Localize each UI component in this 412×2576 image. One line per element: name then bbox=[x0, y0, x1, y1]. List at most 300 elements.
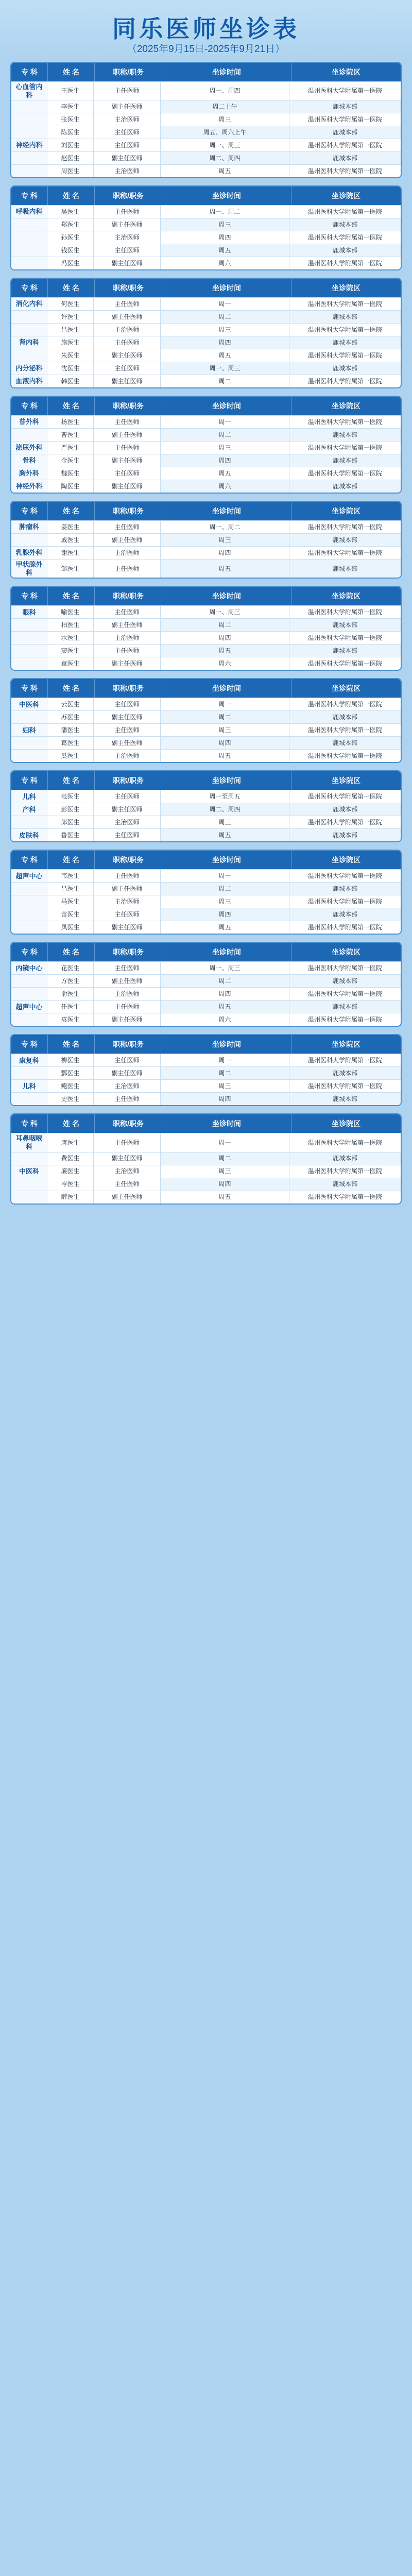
doctor-name-cell: 薛医生 bbox=[47, 1191, 94, 1204]
schedule-section bbox=[10, 850, 402, 935]
table-row bbox=[11, 869, 401, 882]
table-row bbox=[11, 1152, 401, 1165]
department-cell: 中医科 bbox=[11, 698, 47, 710]
doctor-name-cell: 范医生 bbox=[47, 790, 94, 803]
department-cell: 神经内科 bbox=[11, 139, 47, 151]
clinic-time-cell: 周六 bbox=[161, 1013, 289, 1026]
clinic-time-cell: 周五 bbox=[161, 349, 289, 362]
doctor-name-cell: 王医生 bbox=[47, 82, 94, 100]
doctor-name-cell: 柏医生 bbox=[47, 619, 94, 631]
doctor-title-cell: 副主任医师 bbox=[94, 152, 161, 164]
doctor-title-cell: 主任医师 bbox=[94, 606, 161, 618]
table-row bbox=[11, 1178, 401, 1191]
doctor-title-cell: 副主任医师 bbox=[94, 218, 161, 231]
department-cell bbox=[11, 257, 47, 269]
campus-cell: 温州医科大学附属第一医院 bbox=[307, 990, 382, 998]
table-row bbox=[11, 974, 401, 987]
clinic-time-cell: 周一、周三 bbox=[161, 606, 289, 618]
department-cell bbox=[11, 1067, 47, 1079]
department-cell bbox=[11, 750, 47, 762]
doctor-title-cell: 副主任医师 bbox=[94, 311, 161, 323]
campus-cell: 鹿城本部 bbox=[289, 1067, 401, 1079]
department-cell: 儿科 bbox=[11, 790, 47, 803]
department-cell: 妇科 bbox=[11, 724, 47, 736]
table-row bbox=[11, 349, 401, 362]
doctor-title-cell: 主任医师 bbox=[94, 1054, 161, 1066]
column-header: 姓 名 bbox=[48, 63, 95, 81]
department-cell bbox=[11, 349, 47, 362]
clinic-time-cell: 周一、周四 bbox=[161, 82, 289, 100]
column-header: 姓 名 bbox=[48, 943, 95, 961]
column-header: 专 科 bbox=[11, 187, 48, 205]
clinic-time-cell: 周二 bbox=[161, 619, 289, 631]
department-cell: 儿科 bbox=[11, 1080, 47, 1092]
date-range: （2025年9月15日-2025年9月21日） bbox=[127, 44, 285, 55]
doctor-title-cell: 副主任医师 bbox=[94, 803, 161, 816]
department-cell: 内分泌科 bbox=[11, 362, 47, 375]
doctor-name-cell: 任医生 bbox=[47, 1001, 94, 1013]
doctor-name-cell: 邹医生 bbox=[47, 560, 94, 578]
department-cell bbox=[11, 1013, 47, 1026]
department-cell: 消化内科 bbox=[11, 298, 47, 310]
column-header: 姓 名 bbox=[48, 279, 95, 297]
column-header: 专 科 bbox=[11, 1035, 48, 1054]
clinic-time-cell: 周三 bbox=[161, 1165, 289, 1178]
clinic-time-cell: 周三 bbox=[161, 816, 289, 828]
column-header: 坐诊时间 bbox=[162, 63, 291, 81]
column-header: 专 科 bbox=[11, 397, 48, 415]
table-row bbox=[11, 231, 401, 244]
table-row bbox=[11, 698, 401, 710]
doctor-title-cell: 主任医师 bbox=[94, 790, 161, 803]
column-header: 坐诊院区 bbox=[332, 1120, 360, 1128]
table-row bbox=[11, 454, 401, 467]
doctor-title-cell: 主任医师 bbox=[94, 1133, 161, 1151]
campus-cell: 温州医科大学附属第一医院 bbox=[307, 1057, 382, 1064]
column-header: 坐诊院区 bbox=[332, 948, 360, 957]
doctor-name-cell: 费医生 bbox=[47, 1153, 94, 1165]
department-cell bbox=[11, 152, 47, 164]
doctor-name-cell: 沈医生 bbox=[47, 362, 94, 375]
doctor-name-cell: 酆医生 bbox=[47, 1067, 94, 1079]
table-row bbox=[11, 1133, 401, 1151]
doctor-title-cell: 主治医师 bbox=[94, 1165, 161, 1178]
doctor-title-cell: 主治医师 bbox=[94, 816, 161, 828]
department-cell bbox=[11, 126, 47, 139]
column-header: 专 科 bbox=[11, 63, 48, 81]
campus-cell: 温州医科大学附属第一医院 bbox=[307, 1193, 382, 1201]
department-cell bbox=[11, 645, 47, 657]
section-header bbox=[11, 943, 401, 961]
campus-cell: 鹿城本部 bbox=[289, 454, 401, 467]
column-header: 坐诊时间 bbox=[162, 587, 291, 605]
department-cell: 肿瘤科 bbox=[11, 521, 47, 533]
table-row bbox=[11, 559, 401, 578]
campus-cell: 鹿城本部 bbox=[289, 311, 401, 323]
doctor-title-cell: 副主任医师 bbox=[94, 454, 161, 467]
doctor-title-cell: 主治医师 bbox=[94, 547, 161, 559]
column-header: 坐诊院区 bbox=[332, 856, 360, 865]
campus-cell: 温州医科大学附属第一医院 bbox=[307, 259, 382, 267]
campus-cell: 温州医科大学附属第一医院 bbox=[307, 964, 382, 972]
campus-cell: 鹿城本部 bbox=[289, 975, 401, 987]
doctor-name-cell: 彭医生 bbox=[47, 803, 94, 816]
doctor-title-cell: 主任医师 bbox=[94, 521, 161, 533]
department-cell: 内镜中心 bbox=[11, 962, 47, 974]
doctor-name-cell: 刘医生 bbox=[47, 139, 94, 151]
doctor-title-cell: 主任医师 bbox=[94, 442, 161, 454]
doctor-title-cell: 主任医师 bbox=[94, 82, 161, 100]
clinic-time-cell: 周二、周四 bbox=[161, 803, 289, 816]
clinic-time-cell: 周一 bbox=[161, 870, 289, 882]
doctor-name-cell: 苗医生 bbox=[47, 908, 94, 921]
campus-cell: 温州医科大学附属第一医院 bbox=[307, 377, 382, 385]
campus-cell: 温州医科大学附属第一医院 bbox=[307, 469, 382, 477]
table-row bbox=[11, 546, 401, 559]
column-header: 坐诊时间 bbox=[162, 1114, 291, 1133]
table-row bbox=[11, 205, 401, 218]
column-header: 姓 名 bbox=[48, 502, 95, 520]
department-cell: 呼吸内科 bbox=[11, 206, 47, 218]
doctor-title-cell: 主任医师 bbox=[94, 467, 161, 480]
doctor-title-cell: 主任医师 bbox=[94, 829, 161, 841]
table-row bbox=[11, 375, 401, 387]
clinic-time-cell: 周四 bbox=[161, 988, 289, 1000]
department-cell: 泌尿外科 bbox=[11, 442, 47, 454]
clinic-time-cell: 周二 bbox=[161, 883, 289, 895]
clinic-time-cell: 周三 bbox=[161, 724, 289, 736]
department-cell: 心血管内科 bbox=[11, 82, 47, 100]
table-row bbox=[11, 139, 401, 151]
clinic-time-cell: 周二 bbox=[161, 375, 289, 387]
column-header: 职称/职务 bbox=[95, 679, 162, 698]
clinic-time-cell: 周三 bbox=[161, 895, 289, 908]
doctor-name-cell: 严医生 bbox=[47, 442, 94, 454]
campus-cell: 鹿城本部 bbox=[289, 126, 401, 139]
schedule-section bbox=[10, 770, 402, 842]
column-header: 坐诊院区 bbox=[332, 592, 360, 601]
doctor-title-cell: 副主任医师 bbox=[94, 619, 161, 631]
doctor-title-cell: 主治医师 bbox=[94, 1080, 161, 1092]
column-header: 姓 名 bbox=[48, 397, 95, 415]
clinic-time-cell: 周五 bbox=[161, 750, 289, 762]
doctor-title-cell: 主任医师 bbox=[94, 244, 161, 257]
department-cell bbox=[11, 1178, 47, 1191]
doctor-title-cell: 主任医师 bbox=[94, 908, 161, 921]
doctor-title-cell: 副主任医师 bbox=[94, 349, 161, 362]
doctor-name-cell: 潘医生 bbox=[47, 724, 94, 736]
department-cell bbox=[11, 921, 47, 934]
section-header bbox=[11, 502, 401, 520]
doctor-name-cell: 窦医生 bbox=[47, 645, 94, 657]
column-header: 姓 名 bbox=[48, 771, 95, 790]
department-cell bbox=[11, 619, 47, 631]
campus-cell: 温州医科大学附属第一医院 bbox=[307, 1139, 382, 1146]
clinic-time-cell: 周五 bbox=[161, 1191, 289, 1204]
campus-cell: 温州医科大学附属第一医院 bbox=[307, 1167, 382, 1175]
table-row bbox=[11, 895, 401, 908]
campus-cell: 温州医科大学附属第一医院 bbox=[307, 1016, 382, 1024]
table-row bbox=[11, 1165, 401, 1178]
clinic-time-cell: 周一 bbox=[161, 698, 289, 710]
campus-cell: 鹿城本部 bbox=[289, 908, 401, 921]
column-header: 职称/职务 bbox=[95, 187, 162, 205]
doctor-name-cell: 俞医生 bbox=[47, 988, 94, 1000]
schedule-section bbox=[10, 185, 402, 270]
doctor-name-cell: 郎医生 bbox=[47, 816, 94, 828]
table-row bbox=[11, 1092, 401, 1105]
column-header: 坐诊院区 bbox=[332, 402, 360, 411]
section-header bbox=[11, 397, 401, 415]
clinic-time-cell: 周一 bbox=[161, 298, 289, 310]
doctor-name-cell: 凤医生 bbox=[47, 921, 94, 934]
column-header: 坐诊院区 bbox=[332, 284, 360, 293]
department-cell: 超声中心 bbox=[11, 1001, 47, 1013]
table-row bbox=[11, 244, 401, 257]
column-header: 职称/职务 bbox=[95, 1114, 162, 1133]
campus-cell: 鹿城本部 bbox=[289, 100, 401, 113]
campus-cell: 鹿城本部 bbox=[289, 737, 401, 749]
table-row bbox=[11, 657, 401, 670]
column-header: 专 科 bbox=[11, 851, 48, 869]
campus-cell: 温州医科大学附属第一医院 bbox=[307, 233, 382, 241]
table-row bbox=[11, 297, 401, 310]
column-header: 专 科 bbox=[11, 279, 48, 297]
campus-cell: 鹿城本部 bbox=[289, 1001, 401, 1013]
doctor-name-cell: 章医生 bbox=[47, 657, 94, 670]
department-cell bbox=[11, 908, 47, 921]
doctor-name-cell: 花医生 bbox=[47, 962, 94, 974]
doctor-name-cell: 姜医生 bbox=[47, 521, 94, 533]
campus-cell: 温州医科大学附属第一医院 bbox=[307, 819, 382, 826]
table-row bbox=[11, 987, 401, 1000]
table-row bbox=[11, 113, 401, 126]
column-header: 职称/职务 bbox=[95, 943, 162, 961]
doctor-title-cell: 副主任医师 bbox=[94, 375, 161, 387]
table-row bbox=[11, 723, 401, 736]
department-cell bbox=[11, 975, 47, 987]
section-header bbox=[11, 679, 401, 698]
column-header: 职称/职务 bbox=[95, 851, 162, 869]
department-cell: 眼科 bbox=[11, 606, 47, 618]
column-header: 专 科 bbox=[11, 943, 48, 961]
campus-cell: 鹿城本部 bbox=[289, 534, 401, 546]
header bbox=[0, 0, 412, 62]
clinic-time-cell: 周三 bbox=[161, 113, 289, 126]
campus-cell: 温州医科大学附属第一医院 bbox=[307, 208, 382, 215]
clinic-time-cell: 周四 bbox=[161, 737, 289, 749]
column-header: 坐诊院区 bbox=[332, 684, 360, 693]
doctor-title-cell: 副主任医师 bbox=[94, 883, 161, 895]
section-header bbox=[11, 1114, 401, 1133]
campus-cell: 鹿城本部 bbox=[289, 711, 401, 723]
table-row bbox=[11, 631, 401, 644]
column-header: 专 科 bbox=[11, 587, 48, 605]
table-row bbox=[11, 749, 401, 762]
table-row bbox=[11, 908, 401, 921]
column-header: 姓 名 bbox=[48, 1114, 95, 1133]
department-cell: 超声中心 bbox=[11, 870, 47, 882]
clinic-time-cell: 周二 bbox=[161, 711, 289, 723]
column-header: 坐诊院区 bbox=[332, 507, 360, 516]
doctor-name-cell: 吕医生 bbox=[47, 324, 94, 336]
clinic-time-cell: 周五 bbox=[161, 1001, 289, 1013]
department-cell bbox=[11, 816, 47, 828]
clinic-time-cell: 周一、周三 bbox=[161, 962, 289, 974]
campus-cell: 温州医科大学附属第一医院 bbox=[307, 326, 382, 333]
column-header: 姓 名 bbox=[48, 587, 95, 605]
doctor-name-cell: 周医生 bbox=[47, 165, 94, 177]
table-row bbox=[11, 151, 401, 164]
doctor-name-cell: 苏医生 bbox=[47, 711, 94, 723]
department-cell: 胸外科 bbox=[11, 467, 47, 480]
clinic-time-cell: 周四 bbox=[161, 908, 289, 921]
doctor-title-cell: 副主任医师 bbox=[94, 737, 161, 749]
department-cell: 产科 bbox=[11, 803, 47, 816]
department-cell: 甲状腺外科 bbox=[11, 560, 47, 578]
doctor-name-cell: 张医生 bbox=[47, 113, 94, 126]
doctor-name-cell: 袁医生 bbox=[47, 1013, 94, 1026]
clinic-time-cell: 周三 bbox=[161, 534, 289, 546]
doctor-name-cell: 许医生 bbox=[47, 311, 94, 323]
table-row bbox=[11, 218, 401, 231]
doctor-title-cell: 副主任医师 bbox=[94, 1013, 161, 1026]
schedule-section bbox=[10, 62, 402, 178]
department-cell bbox=[11, 218, 47, 231]
doctor-name-cell: 柳医生 bbox=[47, 1054, 94, 1066]
table-row bbox=[11, 164, 401, 177]
doctor-name-cell: 方医生 bbox=[47, 975, 94, 987]
campus-cell: 温州医科大学附属第一医院 bbox=[307, 523, 382, 531]
table-row bbox=[11, 257, 401, 269]
clinic-time-cell: 周六 bbox=[161, 480, 289, 493]
section-header bbox=[11, 851, 401, 869]
doctor-title-cell: 主治医师 bbox=[94, 750, 161, 762]
schedule-section bbox=[10, 396, 402, 494]
doctor-title-cell: 主任医师 bbox=[94, 206, 161, 218]
column-header: 专 科 bbox=[11, 502, 48, 520]
table-row bbox=[11, 1066, 401, 1079]
table-row bbox=[11, 1191, 401, 1204]
department-cell bbox=[11, 632, 47, 644]
column-header: 职称/职务 bbox=[95, 1035, 162, 1054]
department-cell bbox=[11, 231, 47, 244]
campus-cell: 温州医科大学附属第一医院 bbox=[307, 752, 382, 760]
campus-cell: 温州医科大学附属第一医院 bbox=[307, 924, 382, 931]
doctor-name-cell: 史医生 bbox=[47, 1093, 94, 1105]
doctor-name-cell: 杨医生 bbox=[47, 416, 94, 428]
doctor-title-cell: 副主任医师 bbox=[94, 257, 161, 269]
doctor-title-cell: 主任医师 bbox=[94, 870, 161, 882]
clinic-time-cell: 周一、周三 bbox=[161, 362, 289, 375]
column-header: 坐诊院区 bbox=[332, 192, 360, 200]
doctor-title-cell: 副主任医师 bbox=[94, 657, 161, 670]
table-row bbox=[11, 618, 401, 631]
clinic-time-cell: 周三 bbox=[161, 324, 289, 336]
campus-cell: 温州医科大学附属第一医院 bbox=[307, 300, 382, 308]
doctor-name-cell: 廉医生 bbox=[47, 1165, 94, 1178]
doctor-title-cell: 主任医师 bbox=[94, 1093, 161, 1105]
clinic-time-cell: 周四 bbox=[161, 231, 289, 244]
campus-cell: 温州医科大学附属第一医院 bbox=[307, 115, 382, 123]
campus-cell: 温州医科大学附属第一医院 bbox=[307, 660, 382, 668]
table-row bbox=[11, 803, 401, 816]
doctor-name-cell: 曹医生 bbox=[47, 429, 94, 441]
table-row bbox=[11, 644, 401, 657]
clinic-time-cell: 周一、周三 bbox=[161, 139, 289, 151]
doctor-name-cell: 郑医生 bbox=[47, 218, 94, 231]
column-header: 坐诊时间 bbox=[162, 187, 291, 205]
campus-cell: 鹿城本部 bbox=[289, 803, 401, 816]
doctor-name-cell: 马医生 bbox=[47, 895, 94, 908]
campus-cell: 鹿城本部 bbox=[289, 1178, 401, 1191]
department-cell bbox=[11, 165, 47, 177]
clinic-time-cell: 周一至周五 bbox=[161, 790, 289, 803]
column-header: 专 科 bbox=[11, 679, 48, 698]
table-row bbox=[11, 336, 401, 349]
doctor-title-cell: 主任医师 bbox=[94, 560, 161, 578]
table-row bbox=[11, 100, 401, 113]
clinic-time-cell: 周一 bbox=[161, 1133, 289, 1151]
department-cell bbox=[11, 534, 47, 546]
column-header: 坐诊院区 bbox=[332, 776, 360, 785]
doctor-title-cell: 主任医师 bbox=[94, 362, 161, 375]
table-row bbox=[11, 882, 401, 895]
department-cell: 康复科 bbox=[11, 1054, 47, 1066]
department-cell bbox=[11, 324, 47, 336]
doctor-name-cell: 赵医生 bbox=[47, 152, 94, 164]
department-cell bbox=[11, 429, 47, 441]
campus-cell: 鹿城本部 bbox=[289, 362, 401, 375]
clinic-time-cell: 周一 bbox=[161, 416, 289, 428]
schedule-section bbox=[10, 278, 402, 388]
department-cell: 肾内科 bbox=[11, 336, 47, 349]
clinic-time-cell: 周四 bbox=[161, 336, 289, 349]
department-cell: 血液内科 bbox=[11, 375, 47, 387]
clinic-time-cell: 周二 bbox=[161, 1153, 289, 1165]
doctor-title-cell: 副主任医师 bbox=[94, 1191, 161, 1204]
department-cell bbox=[11, 1191, 47, 1204]
doctor-name-cell: 冯医生 bbox=[47, 257, 94, 269]
table-row bbox=[11, 736, 401, 749]
doctor-title-cell: 副主任医师 bbox=[94, 711, 161, 723]
campus-cell: 温州医科大学附属第一医院 bbox=[307, 351, 382, 359]
schedule-section bbox=[10, 678, 402, 763]
campus-cell: 温州医科大学附属第一医院 bbox=[307, 793, 382, 801]
doctor-title-cell: 主任医师 bbox=[94, 298, 161, 310]
clinic-time-cell: 周四 bbox=[161, 547, 289, 559]
campus-cell: 鹿城本部 bbox=[289, 336, 401, 349]
department-cell bbox=[11, 1153, 47, 1165]
department-cell bbox=[11, 244, 47, 257]
column-header: 职称/职务 bbox=[95, 63, 162, 81]
doctor-name-cell: 吴医生 bbox=[47, 206, 94, 218]
table-row bbox=[11, 323, 401, 336]
doctor-name-cell: 葛医生 bbox=[47, 737, 94, 749]
doctor-title-cell: 主任医师 bbox=[94, 1178, 161, 1191]
clinic-time-cell: 周四 bbox=[161, 1178, 289, 1191]
doctor-title-cell: 副主任医师 bbox=[94, 1153, 161, 1165]
campus-cell: 温州医科大学附属第一医院 bbox=[307, 87, 382, 95]
doctor-title-cell: 副主任医师 bbox=[94, 100, 161, 113]
page-title: 同乐医师坐诊表 bbox=[112, 15, 300, 42]
clinic-time-cell: 周二 bbox=[161, 975, 289, 987]
doctor-name-cell: 唐医生 bbox=[47, 1133, 94, 1151]
table-row bbox=[11, 81, 401, 100]
table-row bbox=[11, 362, 401, 375]
clinic-time-cell: 周六 bbox=[161, 657, 289, 670]
column-header: 坐诊时间 bbox=[162, 679, 291, 698]
